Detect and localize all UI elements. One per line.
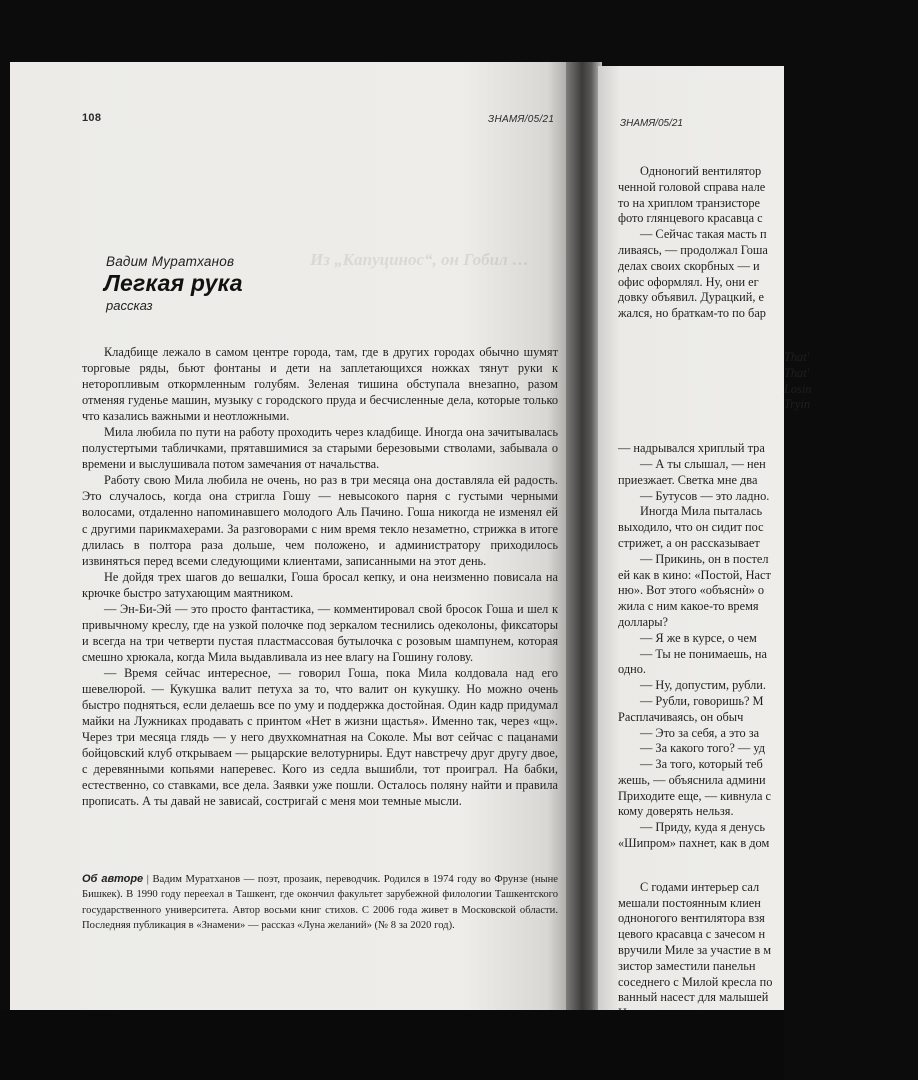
text-line: выходило, что он сидит пос [618, 520, 764, 535]
text-line: — Ну, допустим, рубли. [640, 678, 766, 693]
text-line: жался, но браткам-то по бар [618, 306, 766, 321]
text-line: ванный насест для малышей [618, 990, 769, 1005]
paragraph: Не дойдя трех шагов до вешалки, Гоша бросал кепку, и она неизменно повисала на крючке быстро затухающим маятником. [82, 569, 558, 600]
book-spread [0, 62, 812, 1022]
text-line: делах своих скорбных — и [618, 258, 760, 273]
text-line: жила с ним какое-то время [618, 599, 759, 614]
text-line: ченной головой справа нале [618, 179, 766, 194]
text-line: — Приду, куда я денусь [640, 820, 765, 835]
about-separator: | [146, 874, 149, 885]
journal-running-head: ЗНАМЯ/05/21 [488, 114, 555, 125]
text-line: кому доверять нельзя. [618, 804, 734, 819]
text-line: — За какого того? — уд [640, 741, 766, 756]
journal-running-head-right: ЗНАМЯ/05/21 [620, 118, 683, 129]
text-line: доллары? [618, 614, 669, 629]
text-line: — Я же в курсе, о чем [640, 630, 757, 645]
text-line: — надрывался хриплый тра [618, 441, 765, 456]
text-line: фото глянцевого красавца с [618, 211, 763, 226]
text-line: соседнего с Милой кресла по [618, 974, 773, 989]
paragraph: — Эн-Би-Эй — это просто фантастика, — комментировал свой бросок Гоша и шел к привычному креслу, где на узкой полочке под зеркалом теснились одеколоны, фиксаторы и всегда на три четверти пустая пластмассовая бутылочка с розовым шампунем, которая смешно хрюкала, когда Мила выдавливала из нее влагу на Гошину голову. [82, 601, 558, 664]
right-page-text [618, 164, 918, 1038]
text-line: то на хриплом транзисторе [618, 195, 761, 210]
scan-background [0, 1010, 784, 1080]
text-line: стрижет, а он рассказывает [618, 535, 760, 550]
right-page [598, 66, 812, 1022]
about-author [82, 872, 558, 933]
paragraph: Кладбище лежало в самом центре города, там, где в других городах обычно шумят торговые ряды, бьют фонтаны и дети на заплетающихся ножках тянут руки к неторопливым откормленным голубям. Зеленая тишина обступала внезапно, разом отменяя гуденье машин, музыку с городского пруда и бесчисленные дела, которые только что казались важными и неотложными. [82, 345, 558, 424]
text-line: — А ты слышал, — нен [640, 456, 766, 471]
text-line: мешали постоянным клиен [618, 895, 761, 910]
verse-line: Tryin [784, 397, 811, 412]
text-line: ей как в кино: «Постой, Наст [618, 567, 771, 582]
author-name: Вадим Муратханов [106, 254, 235, 269]
text-line: С годами интерьер сал [640, 879, 760, 894]
about-author-label: Об авторе [82, 873, 144, 885]
text-line: вручили Миле за участие в м [618, 943, 772, 958]
text-line: ливаясь, — продолжал Гоша [618, 242, 768, 257]
story-title: Легкая рука [104, 270, 243, 296]
text-line: — Рубли, говоришь? М [640, 693, 764, 708]
about-author-text: Вадим Муратханов — поэт, прозаик, переводчик. Родился в 1974 году во Фрунзе (ныне Бишкек). В 1990 году переехал в Ташкент, где окончил факультет зарубежной филологии Ташкентского государственного университета. Автор восьми книг стихов. С 2006 года живет в Московской области. Последняя публикация в «Знамени» — рассказ «Луна желаний» (№ 8 за 2020 год). [82, 874, 558, 931]
text-line: зистор заместили панельн [618, 958, 756, 973]
text-line: Приходите еще, — кивнула с [618, 788, 771, 803]
text-line: — Прикинь, он в постел [640, 551, 769, 566]
paragraph: Мила любила по пути на работу проходить через кладбище. Иногда она зачитывалась полустертыми табличками, прятавшимися за старыми березовыми стволами, забывала о времени и выслушивала потом замечания от начальства. [82, 425, 558, 472]
paragraph: Работу свою Мила любила не очень, но раз в три месяца она доставляла ей радость. Это случалось, когда она стригла Гошу — невысокого парня с густыми черными волосами, отдаленно напоминавшего молодого Аль Пачино. Гоша никогда не изменял ей с другими парикмахерами. За разговорами с ним время текло незаметно, стрижка в итоге длилась в полтора раза дольше, чем положено, и администратору приходилось извиняться перед всеми следующими клиентами, записанными на этот день. [82, 473, 558, 568]
spacer [618, 413, 918, 441]
verse-line: That' [784, 349, 810, 364]
text-line: — Бутусов — это ладно. [640, 488, 770, 503]
text-line: — Ты не понимаешь, на [640, 646, 767, 661]
text-line: Расплачиваясь, он обыч [618, 709, 744, 724]
text-line: Иногда Мила пыталась [640, 504, 763, 519]
text-line: офис оформлял. Ну, они ег [618, 274, 759, 289]
page-number: 108 [82, 112, 102, 124]
spacer [618, 852, 918, 880]
text-line: Одноногий вентилятор [640, 164, 762, 178]
text-line: ню». Вот этого «объяснѝ» о [618, 583, 765, 598]
spacer [618, 322, 918, 350]
show-through-text: Из „Капуцинос“, он Гобил … [310, 250, 530, 269]
text-line: приезжает. Светка мне два [618, 472, 758, 487]
text-line: довку объявил. Дурацкий, е [618, 290, 765, 305]
text-line: одноногого вентилятора взя [618, 911, 765, 926]
text-line: «Шипром» пахнет, как в дом [618, 836, 770, 851]
text-line: одно. [618, 662, 646, 677]
text-line: — Сейчас такая масть п [640, 227, 767, 242]
text-line: жешь, — объяснила админи [618, 772, 766, 787]
story-genre: рассказ [106, 298, 153, 313]
verse-line: Losin [784, 381, 812, 396]
left-page [10, 62, 576, 1022]
text-line: цевого красавца с зачесом н [618, 927, 766, 942]
verse-line: That' [784, 365, 810, 380]
text-line: — Это за себя, а это за [640, 725, 760, 740]
paragraph: — Время сейчас интересное, — говорил Гоша, пока Мила колдовала над его шевелюрой. — Кукушка валит петуха за то, что валит он кукушку. Но можно очень быстро подняться, если делаешь все по уму и поддержка достойная. Один кадр придумал майки на Лужниках продавать с принтом «Нет в жизни щастья». Именно так, через «щ». Через три месяца глядь — у него двухкомнатная на Соколе. Мы вот сейчас с пацанами бойцовский клуб открываем — рыцарские велотурниры. Едут навстречу друг другу двое, с деревянными копьями наперевес. Кого из седла вышибли, тот проиграл. На бабки, естественно, со ставками, все дела. Заявки уже пошли. Осталось поляну найти и правила прописать. А ты давай не зависай, состригай с меня мои темные мысли. [82, 665, 558, 809]
story-body [82, 344, 558, 809]
book-gutter [566, 62, 602, 1022]
text-line: — За того, который теб [640, 757, 763, 772]
